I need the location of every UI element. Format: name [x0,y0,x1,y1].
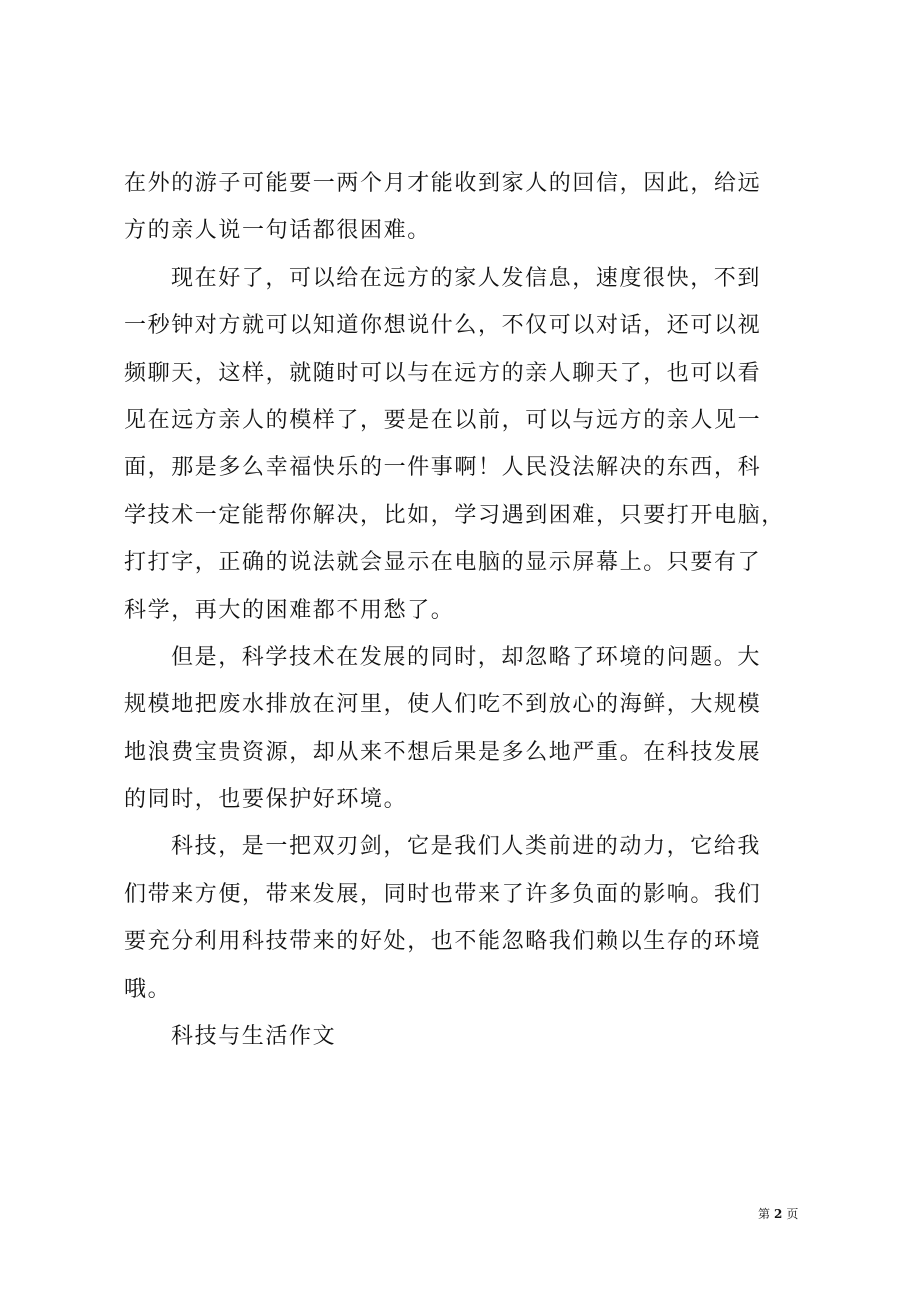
text-line: 学技术一定能帮你解决，比如，学习遇到困难，只要打开电脑， [124,502,785,528]
text-line: 规模地把废水排放在河里，使人们吃不到放心的海鲜，大规模 [124,692,762,718]
text-line: 们带来方便，带来发展，同时也带来了许多负面的影响。我们 [124,881,762,907]
paragraph-start-line: 科技，是一把双刃剑，它是我们人类前进的动力，它给我 [171,834,762,860]
text-line: 在外的游子可能要一两个月才能收到家人的回信，因此，给远 [124,171,762,196]
page-number: 2 [774,1207,783,1221]
text-line: 一秒钟对方就可以知道你想说什么，不仅可以对话，还可以视 [124,313,762,339]
section-title-line: 科技与生活作文 [171,1024,337,1050]
text-line: 科学，再大的困难都不用愁了。 [124,597,455,623]
text-line: 方的亲人说一句话都很困难。 [124,218,431,244]
document-body [124,160,796,1060]
text-line: 地浪费宝贵资源，却从来不想后果是多么地严重。在科技发展 [124,739,762,765]
page-label-suffix: 页 [786,1207,799,1221]
paragraph-start-line: 但是，科学技术在发展的同时，却忽略了环境的问题。大 [171,644,762,670]
text-line: 面，那是多么幸福快乐的一件事啊！人民没法解决的东西，科 [124,455,762,481]
text-line: 打打字，正确的说法就会显示在电脑的显示屏幕上。只要有了 [124,550,762,576]
page-footer [758,1206,798,1222]
text-line: 见在远方亲人的模样了，要是在以前，可以与远方的亲人见一 [124,407,762,433]
text-line: 的同时，也要保护好环境。 [124,787,408,813]
paragraph-start-line: 现在好了，可以给在远方的家人发信息，速度很快，不到 [171,265,762,291]
page-label-prefix: 第 [758,1207,771,1221]
text-line: 哦。 [124,976,172,1002]
text-line: 要充分利用科技带来的好处，也不能忽略我们赖以生存的环境 [124,929,762,955]
text-line: 频聊天，这样，就随时可以与在远方的亲人聊天了，也可以看 [124,360,762,386]
